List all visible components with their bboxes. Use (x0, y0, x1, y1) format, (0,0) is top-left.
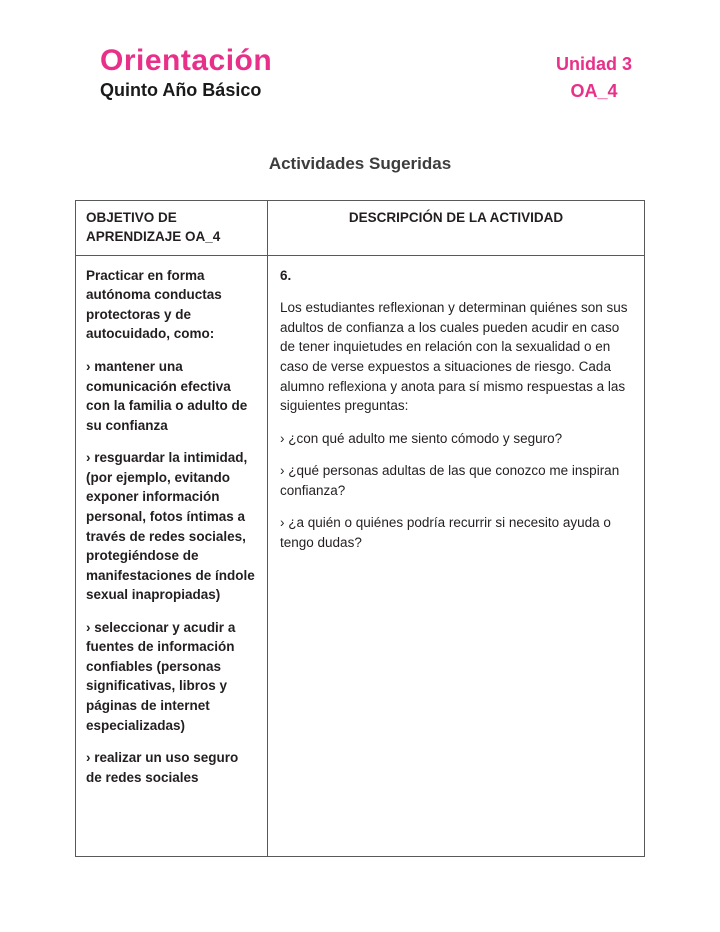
activities-table (75, 200, 645, 857)
activity-number: 6. (280, 267, 292, 283)
objective-cell (76, 256, 268, 856)
activity-question: › ¿a quién o quiénes podría recurrir si necesito ayuda o tengo dudas? (280, 515, 611, 550)
activity-question: › ¿con qué adulto me siento cómodo y seguro? (280, 430, 563, 446)
activity-cell (268, 256, 644, 856)
objective-bullet: › resguardar la intimidad, (por ejemplo, evitando exponer información personal, fotos íntimas a través de redes sociales, protegiéndose de manifestaciones de índole sexual inapropiadas) (86, 450, 255, 603)
unit-label: Unidad 3 (555, 54, 632, 74)
subject-title: Orientación (100, 44, 273, 77)
document-header (0, 0, 720, 102)
header-left (100, 44, 272, 101)
oa-label: OA_4 (570, 81, 618, 101)
page-title: Actividades Sugeridas (268, 154, 452, 173)
description-column-header: DESCRIPCIÓN DE LA ACTIVIDAD (268, 201, 644, 256)
objective-bullet: › realizar un uso seguro de redes sociales (86, 750, 239, 785)
objective-bullet: › seleccionar y acudir a fuentes de información confiables (personas significativas, libros y páginas de internet especializadas) (86, 619, 236, 733)
objective-bullet: › mantener una comunicación efectiva con la familia o adulto de su confianza (86, 359, 248, 433)
objective-intro: Practicar en forma autónoma conductas protectoras y de autocuidado, como: (86, 267, 222, 342)
activity-question: › ¿qué personas adultas de las que conozco me inspiran confianza? (280, 463, 620, 498)
header-right (556, 44, 632, 102)
grade-subtitle: Quinto Año Básico (100, 80, 262, 100)
activity-description: Los estudiantes reflexionan y determinan quiénes son sus adultos de confianza a los cuales pueden acudir en caso de tener inquietudes en relación con la sexualidad o en caso de verse expuestos a situaciones de riesgo. Cada alumno reflexiona y anota para sí mismo respuestas a las siguientes preguntas: (280, 300, 628, 414)
objective-column-header: OBJETIVO DE APRENDIZAJE OA_4 (76, 201, 268, 256)
